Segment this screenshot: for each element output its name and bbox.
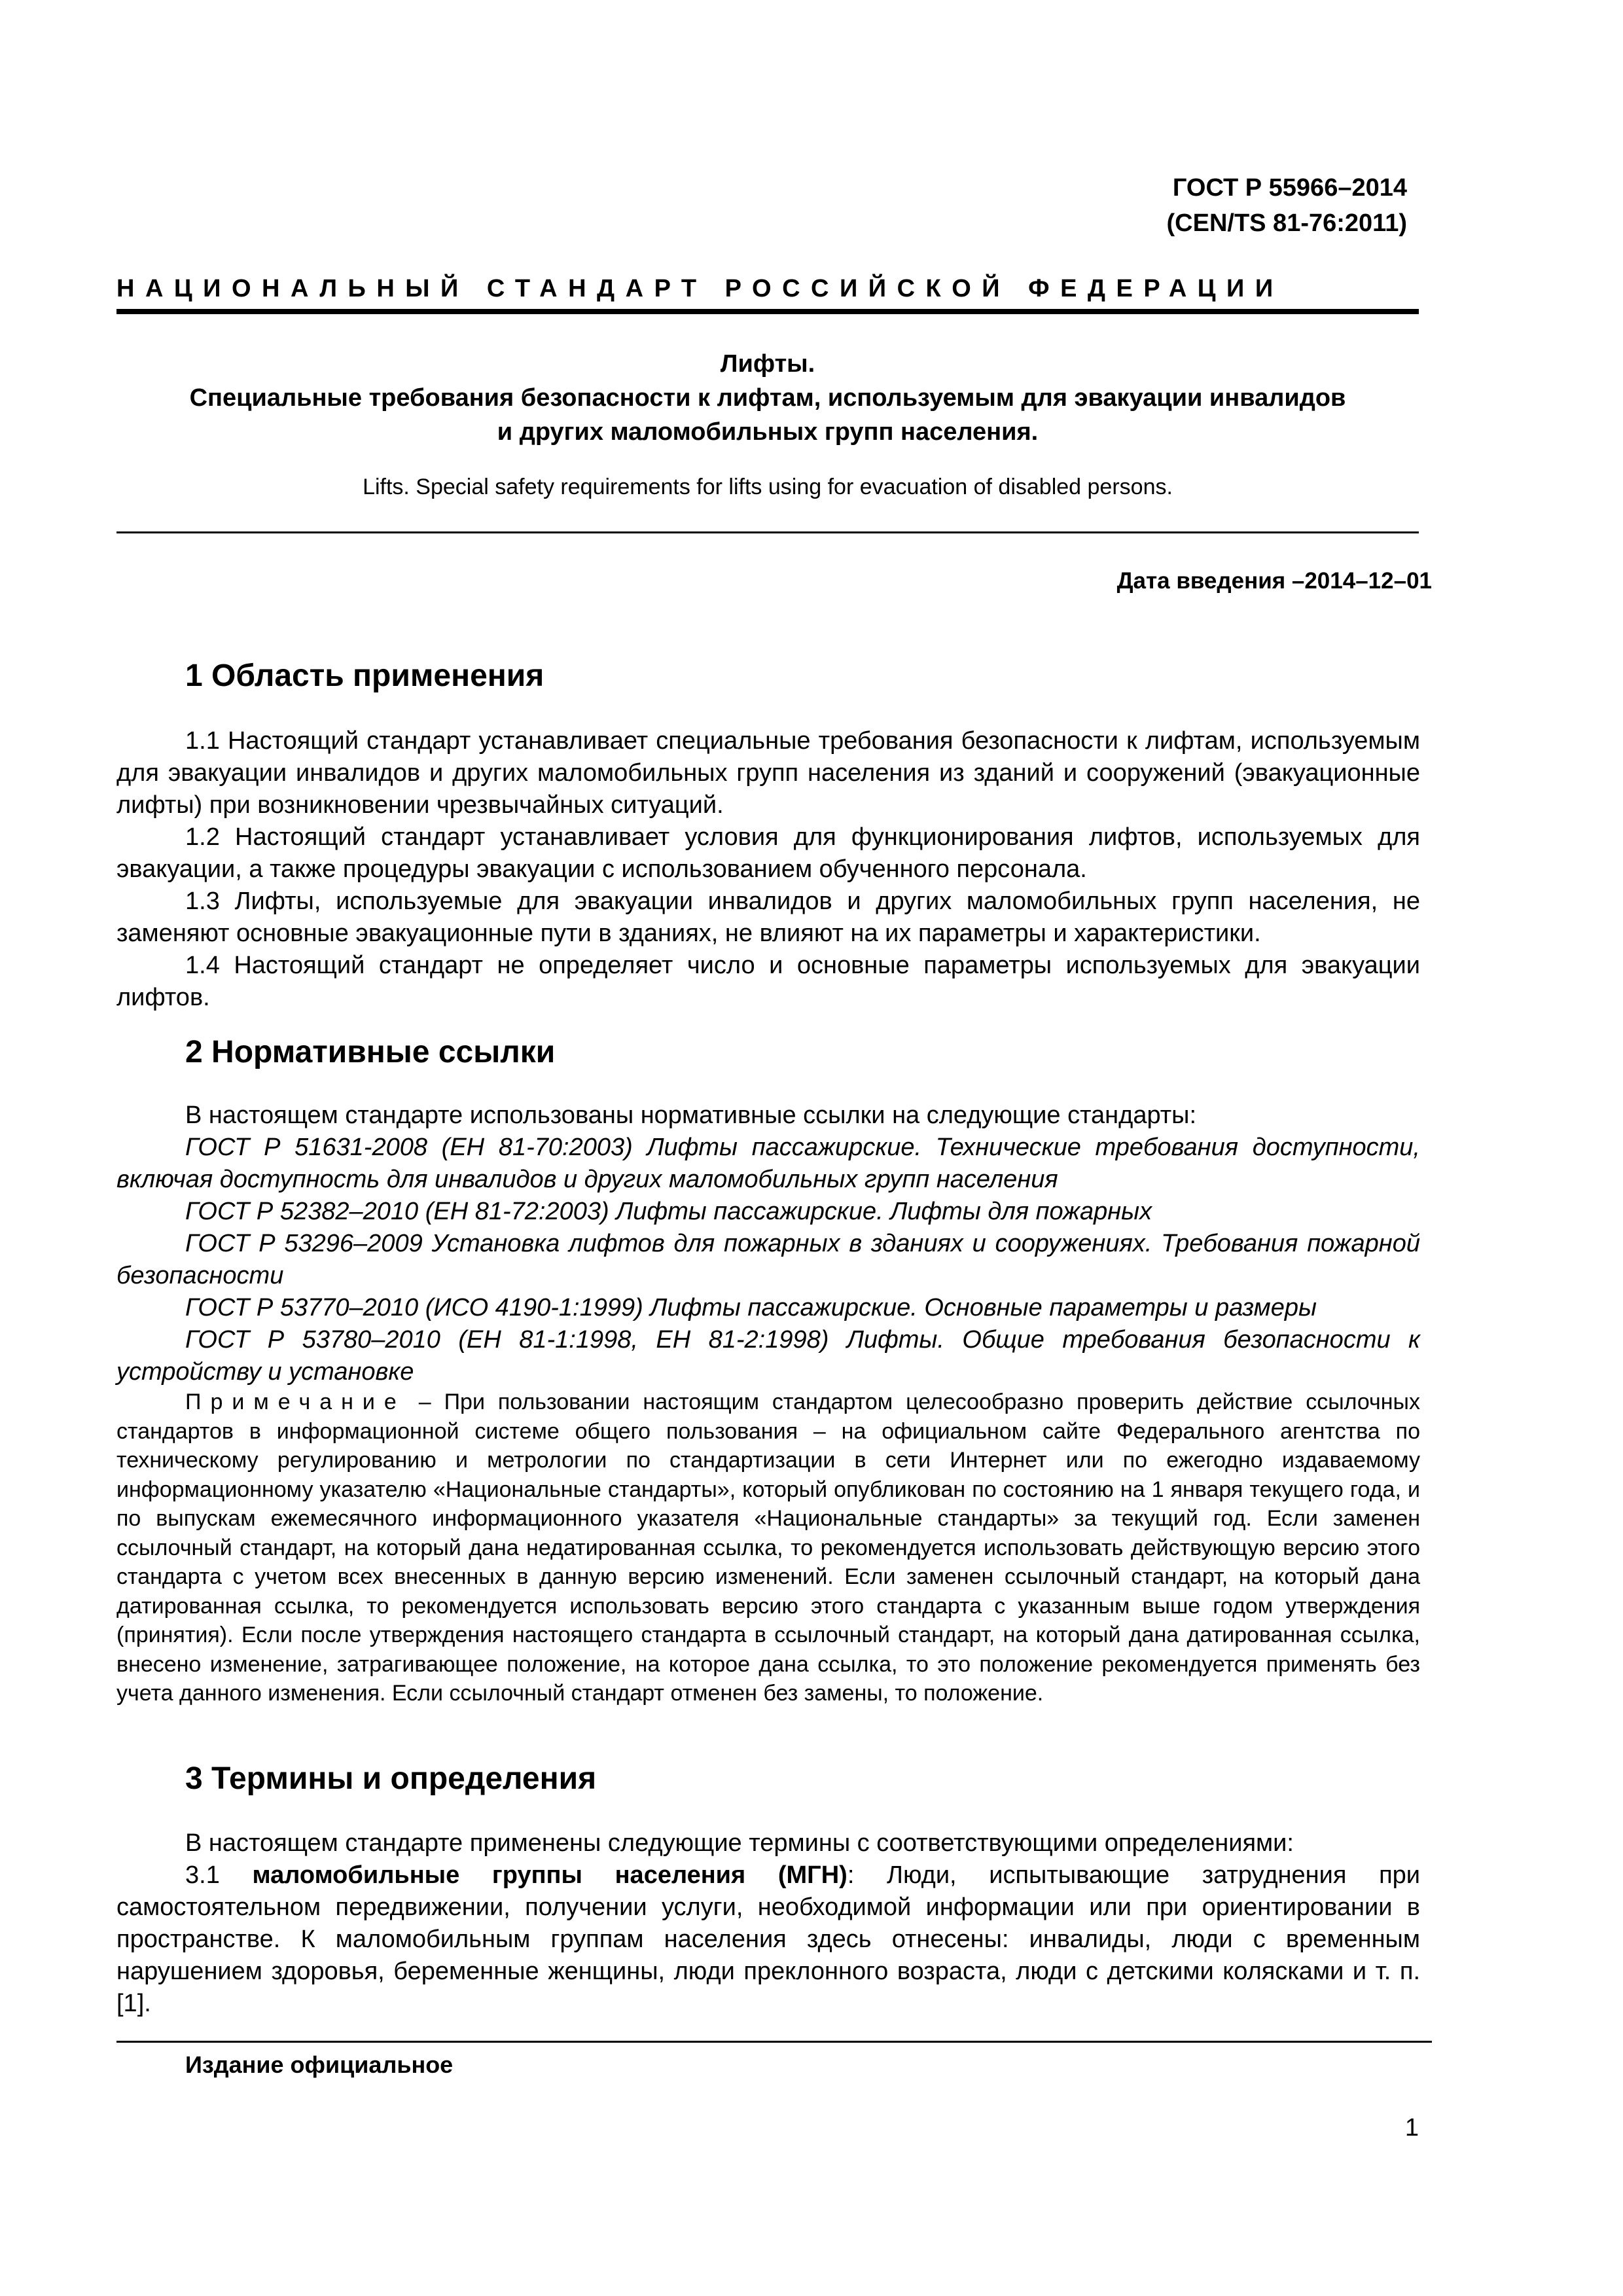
note-text: – При пользовании настоящим стандартом целесообразно проверить действие ссылочных стандартов в информационной системе общего пользования – на официальном сайте Федерального агентства по техническому регулированию и метрологии по стандартизации в сети Интернет или по ежегодно издаваемому информационному указателю «Национальные стандарты», который опубликован по состоянию на 1 января текущего года, и по выпускам ежемесячного информационного указателя «Национальные стандарты» за текущий год. Если заменен ссылочный стандарт, на который дана недатированная ссылка, то рекомендуется использовать действующую версию этого стандарта с учетом всех внесенных в данную версию изменений. Если заменен ссылочный стандарт, на который дана датированная ссылка, то рекомендуется использовать версию этого стандарта с указанным выше годом утверждения (принятия). Если после утверждения настоящего стандарта в ссылочный стандарт, на который дана датированная ссылка, внесено изменение, затрагивающее положение, на которое дана ссылка, то это положение рекомендуется применять без учета данного изменения. Если ссылочный стандарт отменен без замены, то положение. [116,1390,1420,1706]
standard-number: ГОСТ Р 55966–2014 [1172,174,1407,202]
national-standard-heading: НАЦИОНАЛЬНЫЙ СТАНДАРТ РОССИЙСКОЙ ФЕДЕРАЦИИ [116,275,1284,302]
reference-item: ГОСТ Р 51631-2008 (ЕН 81-70:2003) Лифты пассажирские. Технические требования доступности, включая доступность для инвалидов и других маломобильных групп населения [116,1134,1420,1193]
title-line-2: Специальные требования безопасности к лифтам, используемым для эвакуации инвалидов [189,384,1346,412]
section-2-intro: В настоящем стандарте использованы нормативные ссылки на следующие стандарты: [185,1102,1197,1129]
title-line-3: и других маломобильных групп населения. [497,418,1039,446]
section-2-note [116,1388,1420,1708]
document-code [1167,170,1408,241]
section-3-heading: 3 Термины и определения [185,1761,597,1796]
paragraph-1-2: 1.2 Настоящий стандарт устанавливает условия для функционирования лифтов, используемых для эвакуации, а также процедуры эвакуации с использованием обученного персонала. [116,823,1420,883]
term-3-1 [116,1859,1420,2020]
section-2-heading: 2 Нормативные ссылки [185,1035,556,1069]
section-3-intro: В настоящем стандарте применены следующие термины с соответствующими определениями: [185,1829,1294,1857]
title-english: Lifts. Special safety requirements for lifts using for evacuation of disabled persons. [363,475,1173,499]
term-definition: : Люди, испытывающие затруднения при самостоятельном передвижении, получении услуги, необходимой информации или при ориентировании в пространстве. К маломобильным группам населения здесь отнесены: инвалиды, люди с временным нарушением здоровья, беременные женщины, люди преклонного возраста, люди с детскими колясками и т. п. [1]. [116,1861,1421,2017]
document-title [116,347,1419,449]
term-name: маломобильные группы населения (МГН) [252,1861,847,1889]
title-line-1: Лифты. [720,350,815,378]
page-number: 1 [1404,2114,1419,2142]
paragraph-1-4: 1.4 Настоящий стандарт не определяет число и основные параметры используемых для эвакуации лифтов. [116,952,1420,1011]
introduction-date: Дата введения –2014–12–01 [1116,568,1432,594]
section-1-body [116,725,1420,1014]
footer-rule [116,2041,1432,2043]
note-label: Примечание [185,1390,406,1414]
paragraph-1-1: 1.1 Настоящий стандарт устанавливает специальные требования безопасности к лифтам, используемым для эвакуации инвалидов и других маломобильных групп населения из зданий и сооружений (эвакуационные лифты) при возникновении чрезвычайных ситуаций. [116,727,1420,819]
reference-item: ГОСТ Р 53770–2010 (ИСО 4190-1:1999) Лифты пассажирские. Основные параметры и размеры [185,1294,1317,1321]
section-1-heading: 1 Область применения [185,658,544,693]
reference-item: ГОСТ Р 53296–2009 Установка лифтов для пожарных в зданиях и сооружениях. Требования пожарной безопасности [116,1230,1420,1289]
section-2-body [116,1100,1420,1388]
reference-item: ГОСТ Р 53780–2010 (ЕН 81-1:1998, ЕН 81-2:1998) Лифты. Общие требования безопасности к устройству и установке [116,1326,1420,1386]
term-number: 3.1 [185,1861,253,1889]
title-rule [116,531,1419,533]
reference-item: ГОСТ Р 52382–2010 (ЕН 81-72:2003) Лифты пассажирские. Лифты для пожарных [185,1198,1152,1225]
cen-number: (CEN/TS 81-76:2011) [1166,209,1407,237]
paragraph-1-3: 1.3 Лифты, используемые для эвакуации инвалидов и других маломобильных групп населения, не заменяют основные эвакуационные пути в зданиях, не влияют на их параметры и характеристики. [116,888,1420,947]
section-3-body [116,1827,1420,2020]
official-edition-label: Издание официальное [185,2051,454,2078]
header-rule [116,309,1419,314]
